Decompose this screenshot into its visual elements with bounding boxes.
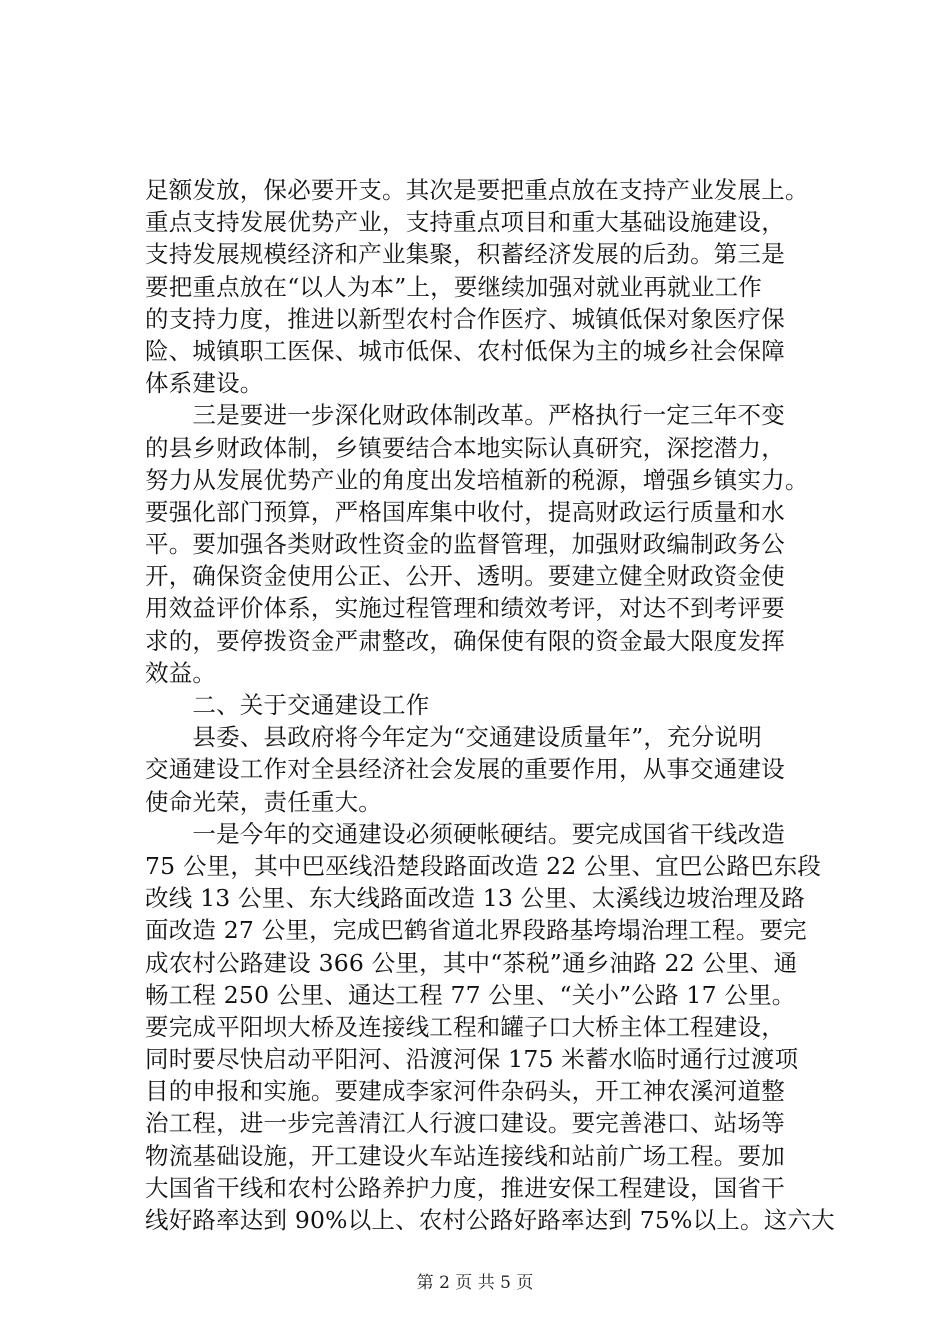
- text-line: 努力从发展优势产业的角度出发培植新的税源，增强乡镇实力。: [145, 465, 809, 494]
- text-line: 交通建设工作对全县经济社会发展的重要作用，从事交通建设: [145, 755, 785, 784]
- text-line: 一是今年的交通建设必须硬帐硬结。要完成国省干线改造: [145, 819, 785, 848]
- text-line: 二、关于交通建设工作: [145, 691, 430, 719]
- text-line: 平。要加强各类财政性资金的监督管理，加强财政编制政务公: [145, 530, 785, 559]
- text-line: 效益。: [145, 658, 217, 687]
- text-line: 线好路率达到 90%以上、农村公路好路率达到 75%以上。这六大: [145, 1206, 835, 1234]
- text-line: 物流基础设施，开工建设火车站连接线和站前广场工程。要加: [145, 1141, 785, 1170]
- text-line: 支持发展规模经济和产业集聚，积蓄经济发展的后劲。第三是: [145, 240, 785, 269]
- text-line: 75 公里，其中巴巫线沿楚段路面改造 22 公里、宜巴公路巴东段: [145, 851, 822, 880]
- text-line: 要强化部门预算，严格国库集中收付，提高财政运行质量和水: [145, 497, 785, 526]
- text-line: 体系建设。: [145, 369, 264, 398]
- page-footer: 第 2 页 共 5 页: [416, 1273, 534, 1293]
- text-line: 大国省干线和农村公路养护力度，推进安保工程建设，国省干: [145, 1173, 785, 1202]
- body-text: [145, 174, 835, 1236]
- text-line: 改线 13 公里、东大线路面改造 13 公里、太溪线边坡治理及路: [145, 884, 806, 913]
- text-line: 开，确保资金使用公正、公开、透明。要建立健全财政资金使: [145, 562, 785, 591]
- text-line: 治工程，进一步完善清江人行渡口建设。要完善港口、站场等: [145, 1109, 785, 1138]
- text-line: 面改造 27 公里，完成巴鹤省道北界段路基垮塌治理工程。要完: [145, 916, 807, 945]
- text-line: 成农村公路建设 366 公里，其中“茶税”通乡油路 22 公里、通: [145, 948, 798, 977]
- text-line: 畅工程 250 公里、通达工程 77 公里、“关小”公路 17 公里。: [145, 980, 796, 1009]
- text-line: 重点支持发展优势产业，支持重点项目和重大基础设施建设，: [145, 208, 785, 237]
- text-line: 使命光荣，责任重大。: [145, 787, 382, 816]
- text-line: 同时要尽快启动平阳河、沿渡河保 175 米蓄水临时通行过渡项: [145, 1045, 799, 1074]
- text-line: 险、城镇职工医保、城市低保、农村低保为主的城乡社会保障: [145, 336, 785, 365]
- text-line: 的支持力度，推进以新型农村合作医疗、城镇低保对象医疗保: [145, 304, 785, 333]
- text-line: 目的申报和实施。要建成李家河件杂码头，开工神农溪河道整: [145, 1077, 785, 1106]
- text-line: 用效益评价体系，实施过程管理和绩效考评，对达不到考评要: [145, 594, 785, 623]
- text-line: 县委、县政府将今年定为“交通建设质量年”，充分说明: [145, 723, 762, 752]
- text-line: 要完成平阳坝大桥及连接线工程和罐子口大桥主体工程建设，: [145, 1012, 785, 1041]
- text-line: 足额发放，保必要开支。其次是要把重点放在支持产业发展上。: [145, 176, 809, 204]
- text-line: 要把重点放在“以人为本”上，要继续加强对就业再就业工作: [145, 272, 762, 301]
- text-line: 三是要进一步深化财政体制改革。严格执行一定三年不变: [145, 401, 785, 430]
- text-line: 求的，要停拨资金严肃整改，确保使有限的资金最大限度发挥: [145, 626, 785, 655]
- text-line: 的县乡财政体制，乡镇要结合本地实际认真研究，深挖潜力，: [145, 433, 785, 462]
